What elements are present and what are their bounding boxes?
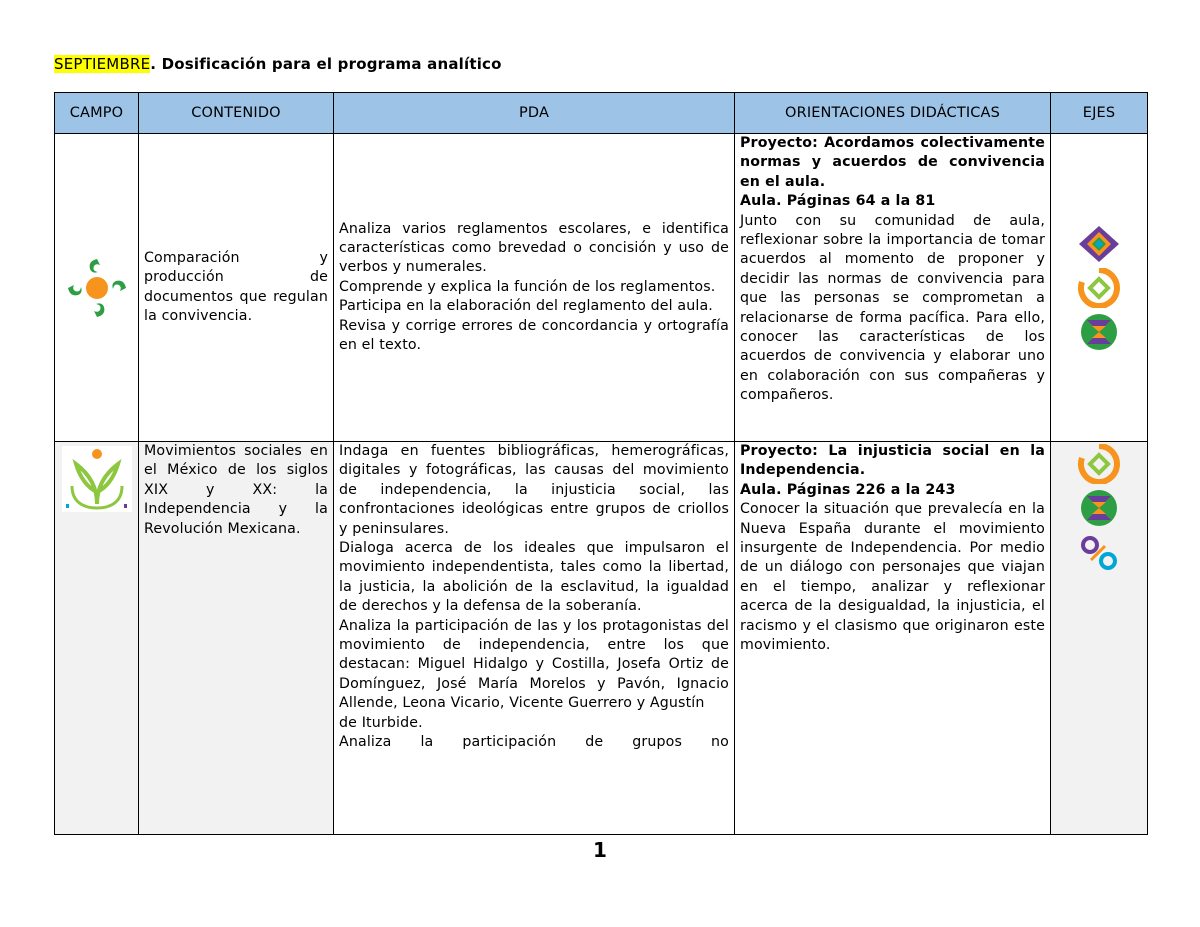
dosificacion-table [54,92,1148,835]
campo-cell [55,442,139,835]
igualdad-genero-eje-icon [1077,532,1121,572]
pensamiento-critico-eje-icon [1077,444,1121,484]
lenguajes-campo-icon [62,253,132,323]
pda-item: Analiza varios reglamentos escolares, e identifica características como brevedad o concisión y uso de verbos y numerales. [339,220,729,276]
pda-item: de Iturbide. [339,714,423,731]
pda-item: Comprende y explica la función de los reglamentos. [339,278,716,295]
header-ejes: EJES [1051,93,1148,134]
pda-item: Indaga en fuentes bibliográficas, hemerográficas, digitales y fotográficas, las causas del movimiento de independencia, la injusticia social, las confrontaciones ideológicas entre grupos de criollos y peninsulares. [339,443,729,537]
title-dot: . [150,55,157,73]
pda-item: Revisa y corrige errores de concordancia y ortografía en el texto. [339,317,729,354]
pda-item: Analiza la participación de grupos no [339,734,729,751]
pda-item: Participa en la elaboración del reglamento del aula. [339,298,713,315]
table-row [55,442,1148,835]
pda-cell [334,442,735,835]
de-lo-humano-y-comunitario-campo-icon [62,446,132,512]
title-text: Dosificación para el programa analítico [156,55,502,73]
vida-saludable-eje-icon [1077,312,1121,352]
table-row [55,134,1148,442]
header-contenido: CONTENIDO [139,93,334,134]
header-pda: PDA [334,93,735,134]
month-highlight: SEPTIEMBRE [54,55,151,73]
header-orientaciones: ORIENTACIONES DIDÁCTICAS [735,93,1051,134]
vida-saludable-eje-icon [1077,488,1121,528]
pages-reference: Aula. Páginas 64 a la 81 [740,193,936,210]
interculturalidad-eje-icon [1077,224,1121,264]
ejes-cell [1051,134,1148,442]
orientation-text: Junto con su comunidad de aula, reflexionar sobre la importancia de tomar acuerdos al momento de proponer y decidir las normas de convivencia para que las personas se comprometan a relacionarse de forma pacífica. Para ello, conocer las características de los acuerdos de convivencia y elaborar uno en colaboración con sus compañeras y compañeros. [740,212,1045,404]
orientaciones-cell [735,134,1051,442]
pages-reference: Aula. Páginas 226 a la 243 [740,481,956,498]
orientation-text: Conocer la situación que prevalecía en la Nueva España durante el movimiento insurgente de Independencia. Por medio de un diálogo con personajes que viajan en el tiempo, analizar y reflexionar acerca de la desigualdad, la injusticia, el racismo y el clasismo que originaron este movimiento. [740,501,1045,654]
ejes-icons [1051,444,1147,572]
page-number: 1 [593,838,607,862]
header-campo: CAMPO [55,93,139,134]
ejes-cell [1051,442,1148,835]
project-title: Proyecto: Acordamos colectivamente normas y acuerdos de convivencia en el aula. [740,135,1045,190]
campo-cell [55,134,139,442]
pensamiento-critico-eje-icon [1077,268,1121,308]
contenido-cell: Comparación y producción de documentos que regulan la convivencia. [139,134,334,442]
pda-item: Dialoga acerca de los ideales que impulsaron el movimiento independentista, tales como la libertad, la justicia, la abolición de la esclavitud, la igualdad de derechos y la defensa de la soberanía. [339,540,729,615]
page-title [54,55,502,73]
project-title: Proyecto: La injusticia social en la Independencia. [740,443,1045,479]
ejes-icons [1056,224,1142,352]
table-header-row [55,93,1148,134]
pda-cell [334,134,735,442]
contenido-cell: Movimientos sociales en el México de los siglos XIX y XX: la Independencia y la Revolución Mexicana. [139,442,334,835]
pda-item: Analiza la participación de las y los protagonistas del movimiento de independencia, entre los que destacan: Miguel Hidalgo y Costilla, Josefa Ortiz de Domínguez, José María Morelos y Pavón, Ignacio Allende, Leona Vicario, Vicente Guerrero y Agustín [339,617,729,712]
orientaciones-cell [735,442,1051,835]
